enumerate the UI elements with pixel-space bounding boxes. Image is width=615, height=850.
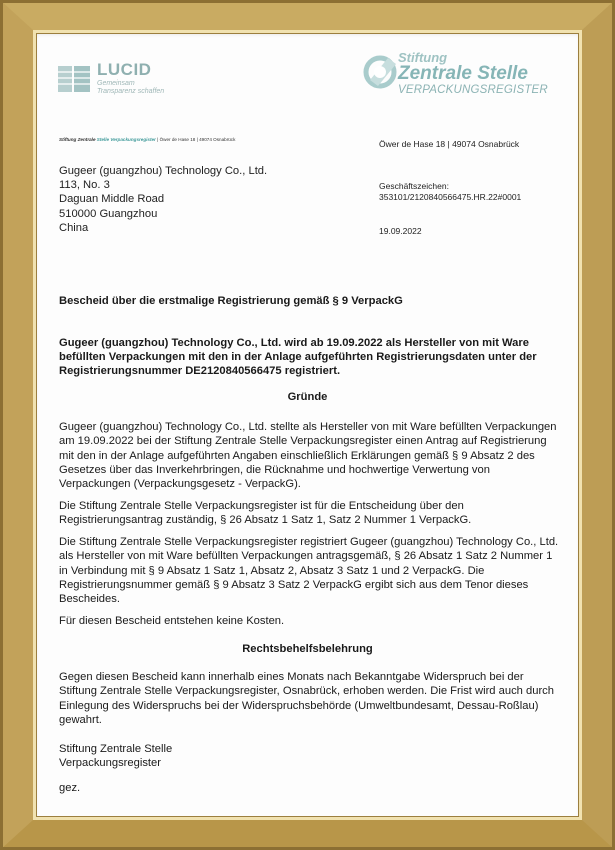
letterhead-address: Öwer de Hase 18 | 49074 Osnabrück [379,139,520,149]
grounds-paragraph-1: Gugeer (guangzhou) Technology Co., Ltd. stellte als Hersteller von mit Ware befüllten Verpackungen am 19.09.2022 bei der Stiftung Zentrale Stelle Verpackungsregister einen Antrag auf Registrierung mit den in der Anlage aufgeführten Angaben einschließlich Erklärungen gemäß § 9 Absatz 2 des Gesetzes über das Inverkehrbringen, die Rücknahme und hochwertige Verwertung von Verpackungen (Verpackungsgesetz - VerpackG). [59,421,557,491]
grounds-heading: Gründe [287,391,328,403]
reference-number: 353101/2120840566475.HR.22#0001 [379,192,522,202]
sender-line: Stiftung Zentrale Stelle Verpackungsregister | Öwer de Hase 18 | 49074 Osnabrück [59,137,236,142]
zsvr-line-1: Stiftung [398,50,448,65]
lucid-tagline: Gemeinsam Transparenz schaffen [97,80,165,95]
lucid-mark-icon [57,62,91,96]
grounds-paragraph-2: Die Stiftung Zentrale Stelle Verpackungsregister ist für die Entscheidung über den Registrierungsantrag zuständig, § 26 Absatz 1 Satz 1, Satz 2 Nummer 1 VerpackG. [59,500,472,527]
letter-date: 19.09.2022 [379,226,422,236]
decision-text: Gugeer (guangzhou) Technology Co., Ltd. wird ab 19.09.2022 als Hersteller von mit Ware befüllten Verpackungen mit den in der Anlage aufgeführten Registrierungsdaten unter der Registrierungsnummer DE2120840566475 registriert. [59,337,537,378]
reference-label: Geschäftszeichen: [379,181,449,191]
legal-remedy-heading: Rechtsbehelfsbelehrung [242,643,373,655]
zsvr-logo [362,48,562,100]
document-page [37,34,578,816]
signature-gez: gez. [59,782,81,794]
zsvr-line-2: Zentrale Stelle [398,63,528,84]
subject-line: Bescheid über die erstmalige Registrierung gemäß § 9 VerpackG [59,295,403,307]
grounds-paragraph-3: Die Stiftung Zentrale Stelle Verpackungsregister registriert Gugeer (guangzhou) Technology Co., Ltd. als Hersteller von mit Ware befüllten Verpackungen antragsgemäß, § 26 Absatz 1 Satz 2 Nummer 1 in Verbindung mit § 9 Absatz 1 Satz 1, Absatz 2, Absatz 3 Satz 1 und 2 VerpackG. Die Registrierungsnummer gemäß § 9 Absatz 3 Satz 2 VerpackG ergibt sich aus dem Tenor dieses Bescheides. [59,536,559,606]
signature-block: Stiftung Zentrale Stelle Verpackungsregister [59,743,173,770]
lucid-wordmark: LUCID [97,60,152,79]
lucid-logo [57,60,187,102]
legal-remedy-paragraph: Gegen diesen Bescheid kann innerhalb eines Monats nach Bekanntgabe Widerspruch bei der Stiftung Zentrale Stelle Verpackungsregister, Osnabrück, erhoben werden. Die Frist wird auch durch Einlegung des Widerspruchs bei der Widerspruchsbehörde (Umweltbundesamt, Dessau-Roßlau) gewahrt. [59,671,554,726]
zsvr-line-3: VERPACKUNGSREGISTER [398,84,548,96]
costs-paragraph: Für diesen Bescheid entstehen keine Kosten. [59,615,285,627]
recipient-address: Gugeer (guangzhou) Technology Co., Ltd. 113, No. 3 Daguan Middle Road 510000 Guangzhou China [59,165,268,234]
